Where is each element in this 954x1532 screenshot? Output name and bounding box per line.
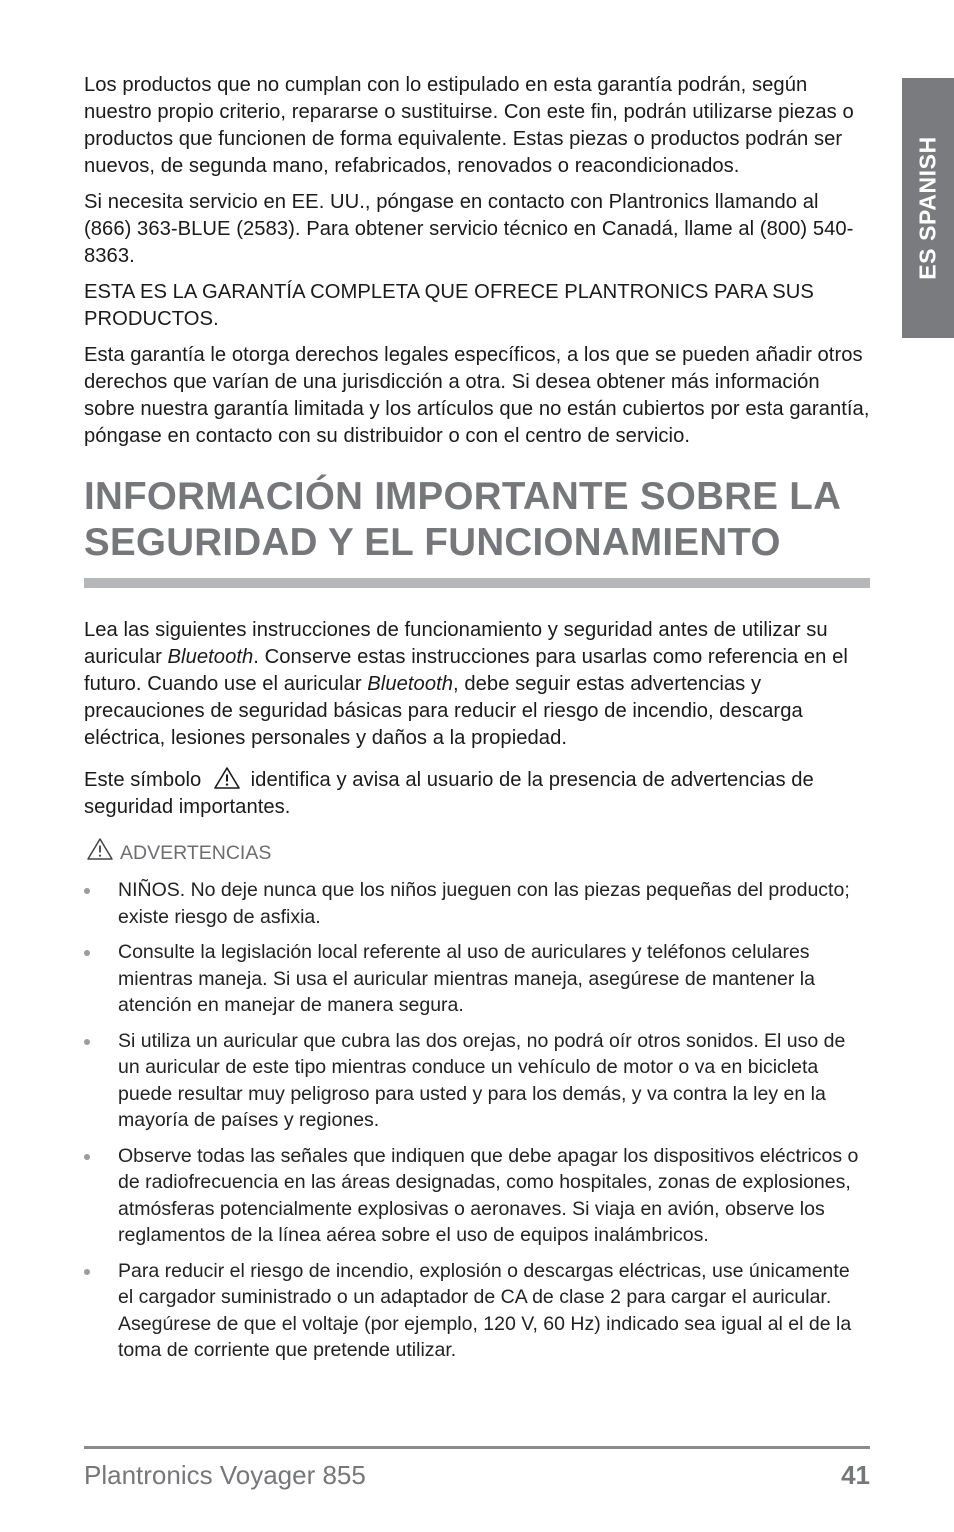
list-item: [84, 939, 870, 1019]
language-tab: [902, 78, 954, 338]
section-heading: INFORMACIÓN IMPORTANTE SOBRE LA SEGURIDAD Y EL FUNCIONAMIENTO: [84, 475, 840, 564]
symbol-text-before: Este símbolo: [84, 769, 202, 791]
intro-text-1: Lea las siguientes instrucciones de funcionamiento y seguridad antes de utilizar su auricular: [84, 619, 828, 668]
warning-triangle-icon: [213, 766, 241, 790]
language-tab-label: ES SPANISH: [914, 136, 941, 280]
intro-text-2: . Conserve estas instrucciones para usarlas como referencia en el futuro. Cuando use el auricular: [84, 646, 848, 695]
list-item: [84, 1028, 870, 1134]
page-content: [84, 72, 870, 1373]
list-item: [84, 1143, 870, 1249]
warranty-paragraph-1: Los productos que no cumplan con lo estipulado en esta garantía podrán, según nuestro propio criterio, repararse o sustituirse. Con este fin, podrán utilizarse piezas o productos que funcionen de forma equivalente. Estas piezas o productos podrán ser nuevos, de segunda mano, refabricados, renovados o reacondicionados.: [84, 74, 854, 177]
list-item-text: Consulte la legislación local referente al uso de auriculares y teléfonos celulares mientras maneja. Si usa el auricular mientras maneja, asegúrese de mantener la atención en manejar de manera segura.: [118, 941, 815, 1016]
warning-triangle-icon: [86, 837, 114, 861]
warranty-paragraph-4: Esta garantía le otorga derechos legales específicos, a los que se pueden añadir otros derechos que varían de una jurisdicción a otra. Si desea obtener más información sobre nuestra garantía limitada y los artículos que no están cubiertos por esta garantía, póngase en contacto con su distribuidor o con el centro de servicio.: [84, 344, 870, 447]
symbol-text-after: identifica y avisa al usuario de la presencia de advertencias de seguridad importantes.: [84, 769, 814, 818]
list-item-text: Si utiliza un auricular que cubra las dos orejas, no podrá oír otros sonidos. El uso de un auricular de este tipo mientras conduce un vehículo de motor o va en bicicleta puede resultar muy peligroso para usted y para los demás, y va contra la ley en la mayoría de países y regiones.: [118, 1029, 846, 1131]
heading-rule: [84, 578, 870, 588]
symbol-paragraph: [84, 766, 870, 821]
footer-product-name: Plantronics Voyager 855: [84, 1460, 366, 1490]
warranty-paragraph-3: ESTA ES LA GARANTÍA COMPLETA QUE OFRECE PLANTRONICS PARA SUS PRODUCTOS.: [84, 281, 814, 330]
warnings-header: [86, 837, 870, 865]
list-item: [84, 1258, 870, 1364]
intro-paragraph: [84, 617, 870, 752]
warranty-paragraph-2: Si necesita servicio en EE. UU., póngase en contacto con Plantronics llamando al (866) 363-BLUE (2583). Para obtener servicio técnico en Canadá, llame al (800) 540-8363.: [84, 191, 854, 267]
intro-italic-2: Bluetooth: [367, 673, 454, 695]
list-item-text: Observe todas las señales que indiquen que debe apagar los dispositivos eléctricos o de radiofrecuencia en las áreas designadas, como hospitales, zonas de explosiones, atmósferas potencialmente explosivas o aeronaves. Si viaja en avión, observe los reglamentos de la línea aérea sobre el uso de equipos inalámbricos.: [118, 1144, 859, 1246]
page-number: 41: [841, 1460, 870, 1490]
intro-italic-1: Bluetooth: [167, 646, 254, 668]
list-item: [84, 877, 870, 930]
list-item-text: NIÑOS. No deje nunca que los niños jueguen con las piezas pequeñas del producto; existe riesgo de asfixia.: [118, 879, 850, 928]
warnings-list: [84, 877, 870, 1364]
bullet-icon: [84, 1154, 90, 1160]
bullet-icon: [84, 1039, 90, 1045]
footer-rule: [84, 1446, 870, 1449]
intro-text-3: , debe seguir estas advertencias y precauciones de seguridad básicas para reducir el riesgo de incendio, descarga eléctrica, lesiones personales y daños a la propiedad.: [84, 673, 803, 749]
bullet-icon: [84, 1269, 90, 1275]
bullet-icon: [84, 950, 90, 956]
warnings-label: ADVERTENCIAS: [120, 842, 272, 864]
bullet-icon: [84, 888, 90, 894]
list-item-text: Para reducir el riesgo de incendio, explosión o descargas eléctricas, use únicamente el cargador suministrado o un adaptador de CA de clase 2 para cargar el auricular. Asegúrese de que el voltaje (por ejemplo, 120 V, 60 Hz) indicado sea igual al el de la toma de corriente que pretende utilizar.: [118, 1259, 852, 1361]
